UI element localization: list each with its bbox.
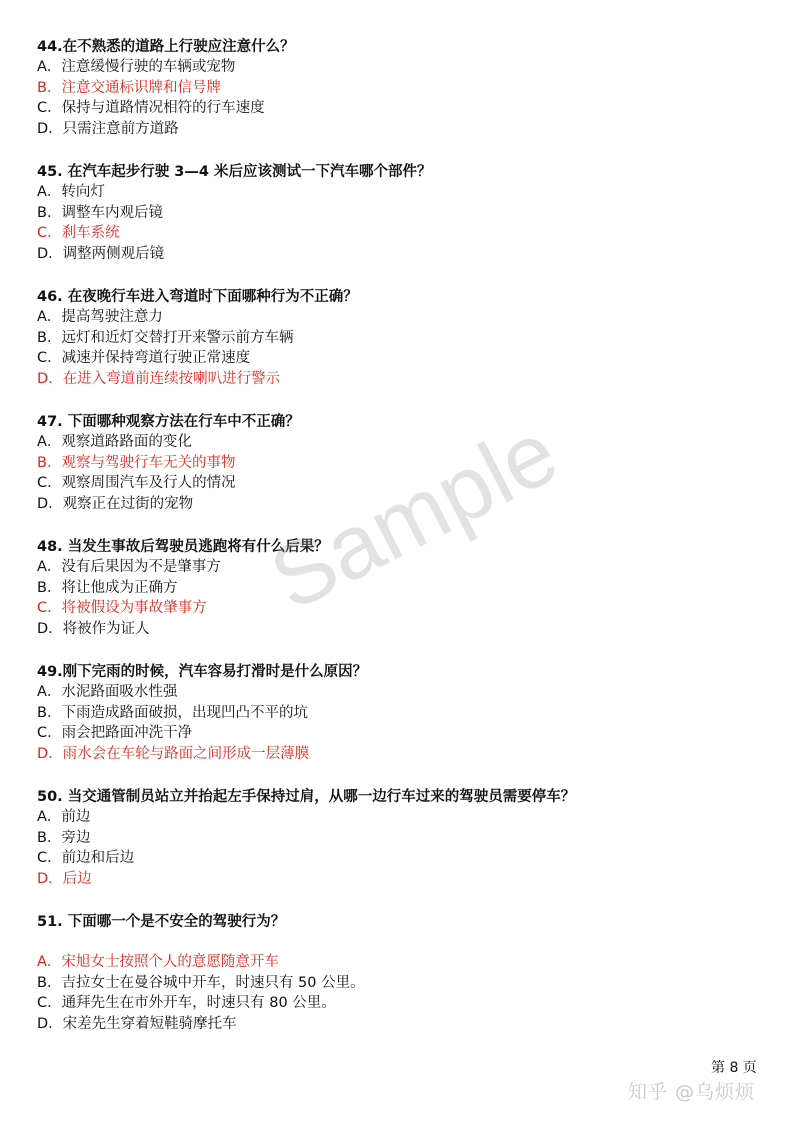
option-c: C．通拜先生在市外开车，时速只有 80 公里。 xyxy=(37,995,336,1012)
option-a: A．水泥路面吸水性强 xyxy=(37,684,178,700)
option-c: C．观察周围汽车及行人的情况 xyxy=(37,475,236,492)
question-title: 45. 在汽车起步行驶 3—4 米后应该测试一下汽车哪个部件？ xyxy=(37,164,432,180)
question-title: 46. 在夜晚行车进入弯道时下面哪种行为不正确？ xyxy=(37,289,358,305)
option-a: A．注意缓慢行驶的车辆或宠物 xyxy=(37,59,236,75)
option-a: A．前边 xyxy=(37,809,91,825)
option-a: A．观察道路路面的变化 xyxy=(37,434,192,450)
option-d-correct: D．雨水会在车轮与路面之间形成一层薄膜 xyxy=(37,746,310,763)
question-46 xyxy=(37,287,757,390)
option-d: D．只需注意前方道路 xyxy=(37,121,179,138)
option-b: B．调整车内观后镜 xyxy=(37,204,163,221)
question-title: 50. 当交通管制员站立并抬起左手保持过肩，从哪一边行车过来的驾驶员需要停车？ xyxy=(37,789,576,805)
question-44 xyxy=(37,37,757,140)
option-d: D．将被作为证人 xyxy=(37,621,150,638)
question-47 xyxy=(37,412,757,515)
option-c-correct: C．刹车系统 xyxy=(37,225,120,242)
blank-line xyxy=(37,932,757,952)
option-c: C．减速并保持弯道行驶正常速度 xyxy=(37,350,251,367)
option-a: A．提高驾驶注意力 xyxy=(37,309,163,325)
option-a-correct: A．宋旭女士按照个人的意愿随意开车 xyxy=(37,954,279,970)
option-b: B．旁边 xyxy=(37,829,91,846)
option-d: D．调整两侧观后镜 xyxy=(37,246,165,263)
option-b: B．远灯和近灯交替打开来警示前方车辆 xyxy=(37,329,294,346)
question-49 xyxy=(37,662,757,765)
option-c: C．前边和后边 xyxy=(37,850,135,867)
question-48 xyxy=(37,537,757,640)
question-50 xyxy=(37,787,757,890)
option-d: D．观察正在过街的宠物 xyxy=(37,496,194,513)
option-b-correct: B．注意交通标识牌和信号牌 xyxy=(37,79,221,96)
question-45 xyxy=(37,162,757,265)
option-d: D．宋差先生穿着短鞋骑摩托车 xyxy=(37,1016,237,1033)
question-title: 47. 下面哪种观察方法在行车中不正确？ xyxy=(37,414,300,430)
option-b: B．下雨造成路面破损，出现凹凸不平的坑 xyxy=(37,704,308,721)
page-number: 第 8 页 xyxy=(711,1060,757,1076)
question-title: 48. 当发生事故后驾驶员逃跑将有什么后果？ xyxy=(37,539,329,555)
question-title: 44.在不熟悉的道路上行驶应注意什么？ xyxy=(37,39,295,55)
option-d-correct: D．在进入弯道前连续按喇叭进行警示 xyxy=(37,371,281,388)
option-d-correct: D．后边 xyxy=(37,871,92,888)
sample-watermark: Sample xyxy=(255,402,573,630)
question-title: 49.刚下完雨的时候，汽车容易打滑时是什么原因？ xyxy=(37,664,368,680)
question-51 xyxy=(37,912,757,1035)
option-c: C．雨会把路面冲洗干净 xyxy=(37,725,193,742)
option-a: A．转向灯 xyxy=(37,184,105,200)
option-a: A．没有后果因为不是肇事方 xyxy=(37,559,221,575)
option-c: C．保持与道路情况相符的行车速度 xyxy=(37,100,265,117)
option-b: B．吉拉女士在曼谷城中开车，时速只有 50 公里。 xyxy=(37,974,365,991)
option-c-correct: C．将被假设为事故肇事方 xyxy=(37,600,207,617)
question-title: 51. 下面哪一个是不安全的驾驶行为？ xyxy=(37,914,286,930)
option-b: B．将让他成为正确方 xyxy=(37,579,178,596)
brand-watermark: 知乎 @乌烦烦 xyxy=(628,1081,756,1103)
option-b-correct: B．观察与驾驶行车无关的事物 xyxy=(37,454,236,471)
